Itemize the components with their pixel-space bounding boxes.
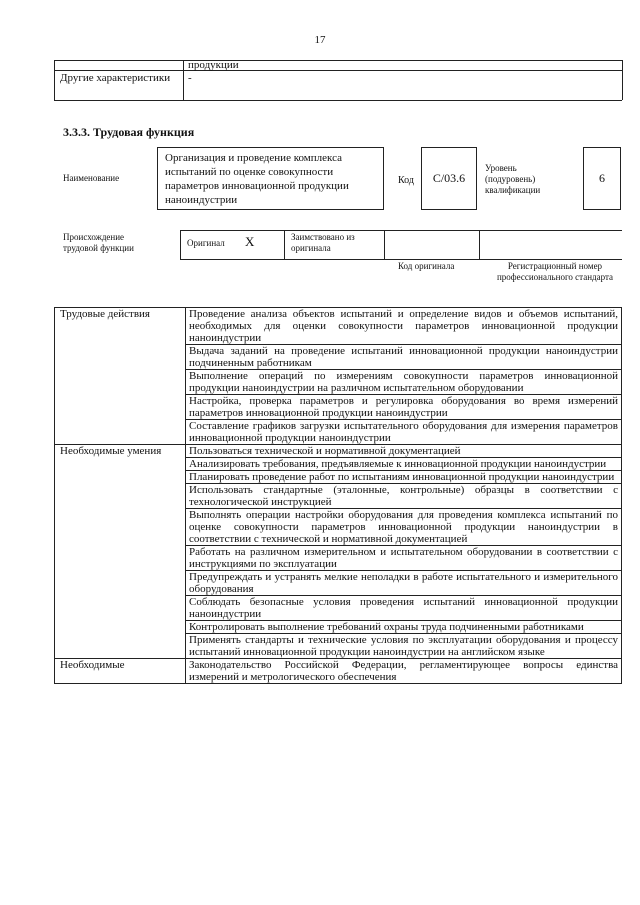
origin-label: Происхождение трудовой функции <box>63 232 134 253</box>
top-table-value: - <box>188 72 192 84</box>
row-item: Анализировать требования, предъявляемые к инновационной продукции наноиндустрии <box>186 458 622 471</box>
page-number: 17 <box>314 34 326 46</box>
row-item: Использовать стандартные (эталонные, контрольные) образцы в соответствии с технологической инструкцией <box>186 484 622 509</box>
section-heading: 3.3.3. Трудовая функция <box>63 125 195 139</box>
row-item: Пользоваться технической и нормативной документацией <box>186 445 622 458</box>
function-name: Организация и проведение комплекса испытаний по оценке совокупности параметров инновационной продукции наноиндустрии <box>165 152 349 206</box>
row-item: Предупреждать и устранять мелкие неполадки в работе испытательного и измерительного оборудования <box>186 571 622 596</box>
row-item: Планировать проведение работ по испытаниям инновационной продукции наноиндустрии <box>186 471 622 484</box>
row-item: Выполнение операций по измерениям совокупности параметров инновационной продукции наноиндустрии на различном испытательном оборудовании <box>186 370 622 395</box>
code-box <box>421 147 477 210</box>
top-table-cell: продукции <box>188 59 239 71</box>
level-label: Уровень (подуровень) квалификации <box>485 163 541 195</box>
original-mark: X <box>245 234 255 249</box>
table-row <box>55 308 622 345</box>
name-label: Наименование <box>63 173 120 183</box>
row-item: Составление графиков загрузки испытательного оборудования для измерения параметров инновационной продукции наноиндустрии <box>186 420 622 445</box>
top-table-label: Другие характеристики <box>60 72 171 84</box>
row-item: Выполнять операции настройки оборудования для проведения комплекса испытаний по оценке совокупности параметров инновационной продукции наноиндустрии в соответствии с технической и нормативной документацией <box>186 509 622 546</box>
borrowed-label: Заимствовано из оригинала <box>291 232 355 253</box>
row-item: Применять стандарты и технические условия по эксплуатации оборудования и процессу испытаний инновационной продукции наноиндустрии на английском языке <box>186 634 622 659</box>
row-item: Проведение анализа объектов испытаний и определение видов и объемов испытаний, необходимых для оценки совокупности параметров инновационной продукции наноиндустрии <box>186 308 622 345</box>
function-name-box <box>157 147 384 210</box>
code-original-caption: Код оригинала <box>398 261 455 271</box>
row-item: Настройка, проверка параметров и регулировка оборудования во время измерений параметров инновационной продукции наноиндустрии <box>186 395 622 420</box>
code-label: Код <box>398 175 414 186</box>
original-label: Оригинал <box>187 238 225 248</box>
main-table <box>54 307 622 684</box>
reg-number-caption: Регистрационный номер профессионального стандарта <box>496 261 614 282</box>
row-category: Необходимые <box>55 659 186 684</box>
table-row <box>55 659 622 684</box>
row-item: Соблюдать безопасные условия проведения испытаний инновационной продукции наноиндустрии <box>186 596 622 621</box>
row-item: Законодательство Российской Федерации, регламентирующее вопросы единства измерений и метрологического обеспечения <box>186 659 622 684</box>
table-row <box>55 445 622 458</box>
level-box <box>583 147 621 210</box>
code-value: C/03.6 <box>432 171 466 185</box>
level-value: 6 <box>599 171 605 185</box>
row-item: Выдача заданий на проведение испытаний инновационной продукции наноиндустрии подчиненным работникам <box>186 345 622 370</box>
row-category: Трудовые действия <box>55 308 186 445</box>
row-item: Работать на различном измерительном и испытательном оборудовании в соответствии с инструкциями по эксплуатации <box>186 546 622 571</box>
row-category: Необходимые умения <box>55 445 186 659</box>
row-item: Контролировать выполнение требований охраны труда подчиненными работниками <box>186 621 622 634</box>
